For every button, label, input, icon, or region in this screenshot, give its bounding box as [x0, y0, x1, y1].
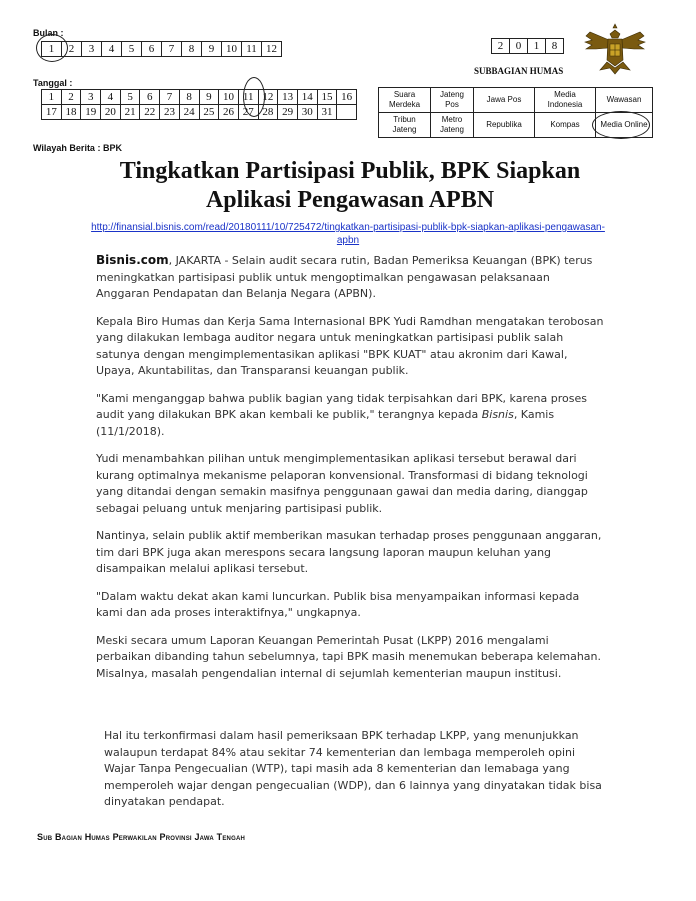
- month-cell: 6: [142, 42, 162, 57]
- date-cell: 8: [179, 90, 199, 105]
- bpk-emblem-icon: [582, 22, 648, 82]
- media-metro-jateng: Metro Jateng: [431, 113, 474, 138]
- media-jateng-pos: Jateng Pos: [431, 88, 474, 113]
- date-cell: 26: [219, 105, 239, 120]
- media-media-indonesia: Media Indonesia: [535, 88, 596, 113]
- selected-media-circle: [592, 111, 650, 139]
- date-cell: 16: [337, 90, 357, 105]
- date-cell: 13: [278, 90, 298, 105]
- date-grid: [41, 89, 357, 120]
- year-grid: [491, 38, 564, 54]
- subbagian-label: SUBBAGIAN HUMAS: [474, 66, 564, 76]
- paragraph-2: Kepala Biro Humas dan Kerja Sama Internasional BPK Yudi Ramdhan mengatakan terobosan yang dilakukan lembaga auditor negara untuk meningkatkan partisipasi publik salah satunya dengan mengimplementasikan aplikasi "BPK KUAT" atau akronim dari Kawal, Upaya, Akuntabilitas, dan Transparansi keuangan publik.: [96, 314, 604, 377]
- year-digit-cell: 2: [492, 39, 510, 54]
- date-cell: 9: [199, 90, 219, 105]
- date-cell: 14: [297, 90, 317, 105]
- date-cell: 4: [101, 90, 121, 105]
- date-cell: 12: [258, 90, 278, 105]
- date-cell: 22: [140, 105, 160, 120]
- paragraph-lead: Bisnis.com, JAKARTA - Selain audit secara rutin, Badan Pemeriksa Keuangan (BPK) terus meningkatkan partisipasi publik untuk mengoptimalkan pengawasan pelaksanaan Anggaran Pendapatan dan Belanja Negara (APBN).: [96, 253, 593, 300]
- month-cell: 9: [202, 42, 222, 57]
- month-cell: 2: [62, 42, 82, 57]
- paragraph-6: "Dalam waktu dekat akan kami luncurkan. Publik bisa menyampaikan informasi kepada kami dan ada proses interaktifnya," ungkapnya.: [96, 589, 580, 619]
- media-suara-merdeka: Suara Merdeka: [379, 88, 431, 113]
- article-body: [96, 252, 606, 693]
- month-cell: 4: [102, 42, 122, 57]
- month-cell: 12: [262, 42, 282, 57]
- media-kompas: Kompas: [535, 113, 596, 138]
- date-cell: 2: [61, 90, 81, 105]
- month-cell: 8: [182, 42, 202, 57]
- date-cell: 5: [120, 90, 140, 105]
- date-cell: 29: [278, 105, 298, 120]
- paragraph-8: Hal itu terkonfirmasi dalam hasil pemeriksaan BPK terhadap LKPP, yang menunjukkan walaupun terdapat 84% atau sekitar 74 kementerian dan lembaga memperoleh opini Wajar Tanpa Pengecualian (WTP), tapi masih ada 8 kementerian dan lemabaga yang memperoleh wajar dengan pengecualian (WDP), dan 6 lainnya yang dinyatakan tidak bisa dinyatakan pendapat.: [104, 729, 602, 808]
- year-digit-cell: 1: [528, 39, 546, 54]
- media-media-online: Media Online: [596, 113, 653, 138]
- article-url[interactable]: [20, 221, 676, 247]
- selected-month-circle: [36, 34, 68, 62]
- month-cell: 1: [42, 42, 62, 57]
- year-digit-cell: 8: [546, 39, 564, 54]
- date-cell: 28: [258, 105, 278, 120]
- article-title: [40, 157, 660, 215]
- year-digit-cell: 0: [510, 39, 528, 54]
- date-cell: 17: [42, 105, 62, 120]
- date-cell: 27: [238, 105, 258, 120]
- date-cell: 3: [81, 90, 101, 105]
- selected-date-circle: [243, 77, 265, 117]
- month-cell: 3: [82, 42, 102, 57]
- month-grid: [41, 41, 282, 57]
- date-cell: 7: [160, 90, 180, 105]
- paragraph-4: Yudi menambahkan pilihan untuk mengimplementasikan aplikasi tersebut berawal dari kurang optimalnya mekanisme pelaporan konvensional. Transformasi di bidang teknologi yang ditandai dengan semakin masifnya penggunaan gawai dan media daring, dianggap sebagai peluang untuk menjaring partisipasi publik.: [96, 452, 588, 515]
- bulan-label: Bulan :: [33, 28, 64, 38]
- date-cell: 6: [140, 90, 160, 105]
- date-cell: 15: [317, 90, 337, 105]
- date-cell: 11: [238, 90, 258, 105]
- footer-label: Sub Bagian Humas Perwakilan Provinsi Jawa Tengah: [37, 832, 246, 842]
- media-jawa-pos: Jawa Pos: [474, 88, 535, 113]
- date-cell: 1: [42, 90, 62, 105]
- date-cell: 31: [317, 105, 337, 120]
- media-wawasan: Wawasan: [596, 88, 653, 113]
- date-cell: 10: [219, 90, 239, 105]
- date-cell: 18: [61, 105, 81, 120]
- date-cell: 25: [199, 105, 219, 120]
- media-republika: Republika: [474, 113, 535, 138]
- article-body-continued: [104, 728, 604, 822]
- date-cell: 20: [101, 105, 121, 120]
- url-line-1[interactable]: http://finansial.bisnis.com/read/20180111/10/725472/tingkatkan-partisipasi-publik-bpk-siapkan-aplikasi-pengawasan-: [91, 222, 605, 233]
- source-brand: Bisnis.com: [96, 253, 169, 267]
- wilayah-berita: Wilayah Berita : BPK: [33, 143, 122, 153]
- tanggal-label: Tanggal :: [33, 78, 73, 88]
- title-line-1: Tingkatkan Partisipasi Publik, BPK Siapkan: [119, 158, 581, 184]
- date-cell: 30: [297, 105, 317, 120]
- month-cell: 10: [222, 42, 242, 57]
- month-cell: 11: [242, 42, 262, 57]
- url-line-2[interactable]: apbn: [336, 235, 360, 246]
- month-cell: 5: [122, 42, 142, 57]
- month-cell: 7: [162, 42, 182, 57]
- date-cell: 19: [81, 105, 101, 120]
- paragraph-3: "Kami menganggap bahwa publik bagian yang tidak terpisahkan dari BPK, karena proses audit yang dilakukan BPK akan kembali ke publik," terangnya kepada Bisnis, Kamis (11/1/2018).: [96, 391, 587, 438]
- paragraph-5: Nantinya, selain publik aktif memberikan masukan terhadap proses penggunaan anggaran, tim dari BPK juga akan merespons secara langsung laporan maupun keluhan yang disampaikan melalui aplikasi tersebut.: [96, 529, 602, 575]
- date-cell: 21: [120, 105, 140, 120]
- media-tribun-jateng: Tribun Jateng: [379, 113, 431, 138]
- date-cell: [337, 105, 357, 120]
- title-line-2: Aplikasi Pengawasan APBN: [205, 187, 495, 213]
- date-cell: 23: [160, 105, 180, 120]
- paragraph-7: Meski secara umum Laporan Keuangan Pemerintah Pusat (LKPP) 2016 mengalami perbaikan dibanding tahun sebelumnya, tapi BPK masih menemukan beberapa kelemahan. Misalnya, masalah pengendalian internal di sejumlah kementerian maupun institusi.: [96, 633, 602, 680]
- date-cell: 24: [179, 105, 199, 120]
